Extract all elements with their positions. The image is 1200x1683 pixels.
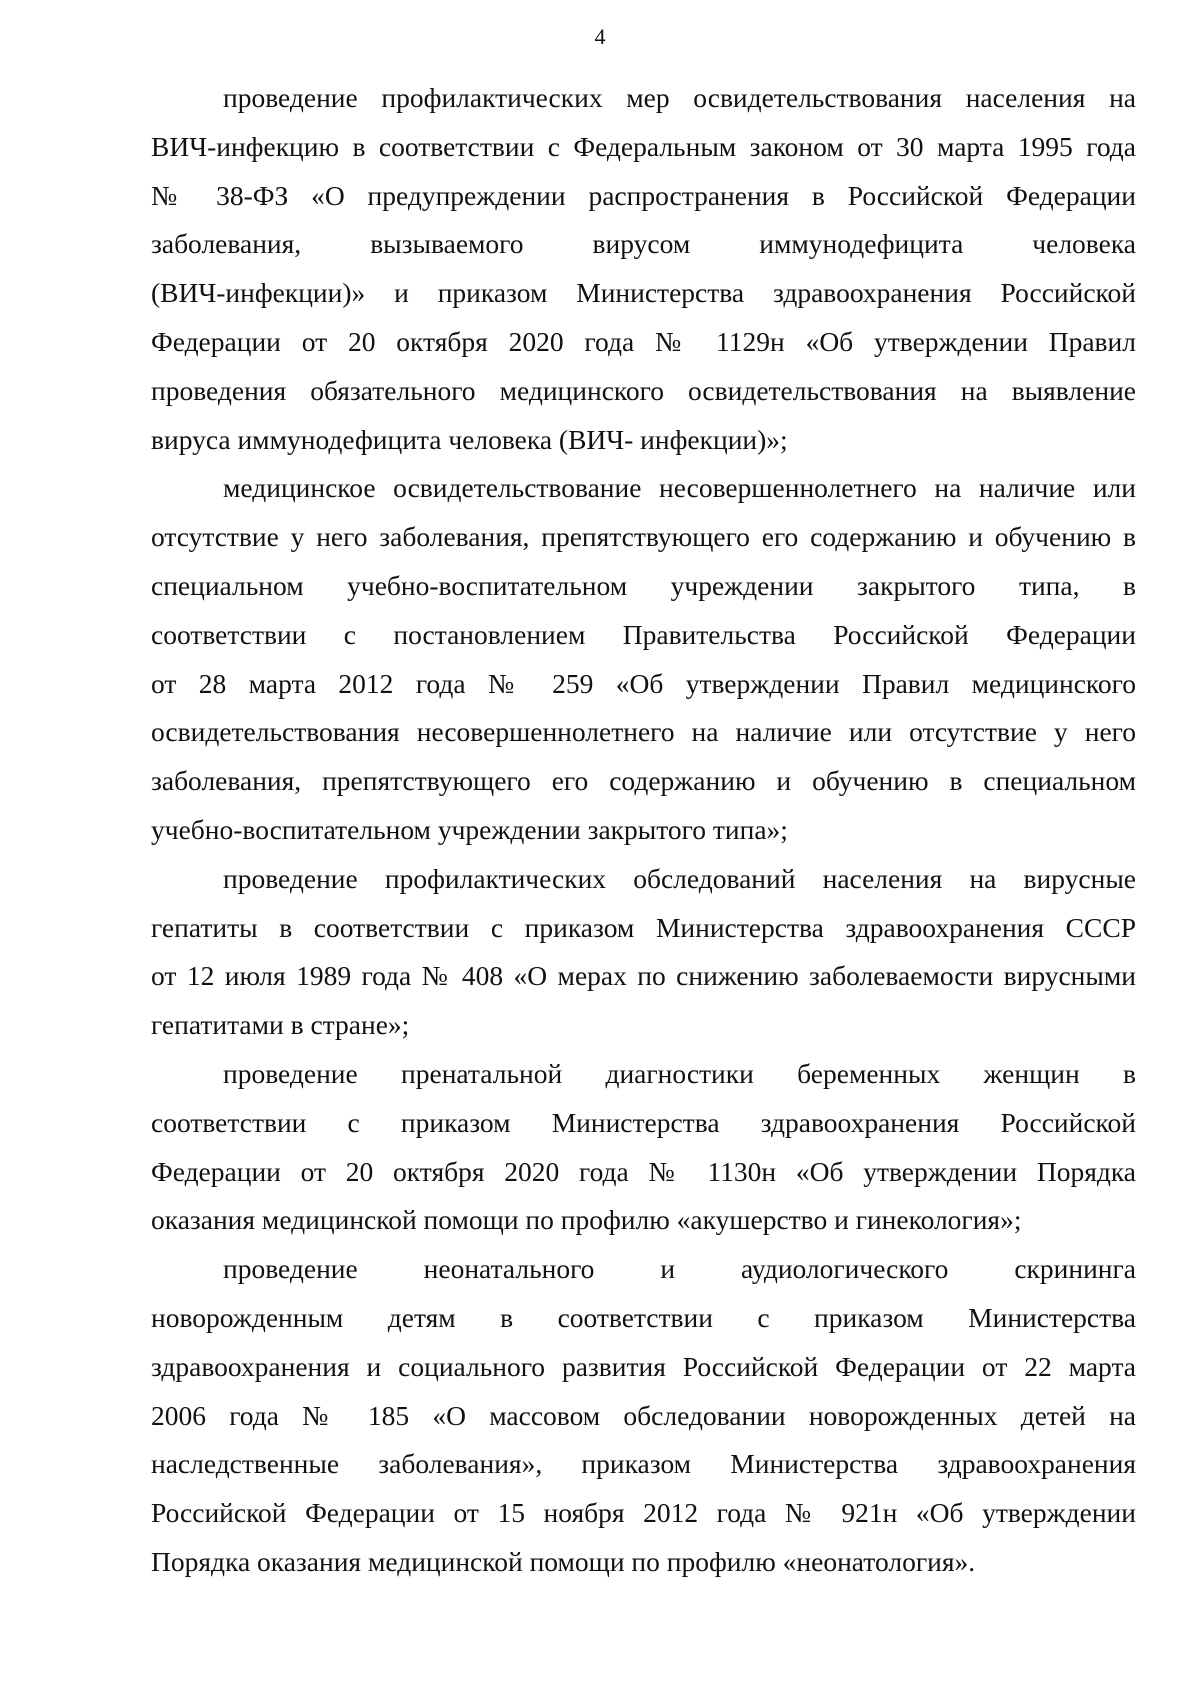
text-line: гепатитами в стране»; — [151, 1009, 410, 1041]
text-line: наследственные заболевания», приказом Министерства здравоохранения — [151, 1448, 1136, 1480]
text-line: освидетельствования несовершеннолетнего на наличие или отсутствие у него — [151, 716, 1136, 748]
text-line: 2006 года № 185 «О массовом обследовании новорожденных детей на — [151, 1399, 1136, 1431]
text-line: Российской Федерации от 15 ноября 2012 года № 921н «Об утверждении — [151, 1497, 1136, 1529]
text-line: № 38-ФЗ «О предупреждении распространения в Российской Федерации — [151, 179, 1136, 211]
text-line: соответствии с постановлением Правительства Российской Федерации — [151, 618, 1136, 650]
text-line: (ВИЧ-инфекции)» и приказом Министерства здравоохранения Российской — [151, 277, 1136, 309]
text-line: ВИЧ-инфекцию в соответствии с Федеральным законом от 30 марта 1995 года — [151, 130, 1136, 162]
text-line: отсутствие у него заболевания, препятствующего его содержанию и обучению в — [151, 521, 1136, 553]
paragraph-minor-examination — [151, 464, 1136, 854]
text-line: учебно-воспитательном учреждении закрытого типа»; — [151, 813, 788, 845]
document-body — [151, 74, 1136, 1587]
text-line: проведение профилактических обследований населения на вирусные — [223, 862, 1136, 894]
text-line: заболевания, вызываемого вирусом иммунодефицита человека — [151, 228, 1136, 260]
text-line: Федерации от 20 октября 2020 года № 1130н «Об утверждении Порядка — [151, 1155, 1136, 1187]
text-line: проведение пренатальной диагностики беременных женщин в — [223, 1057, 1136, 1089]
text-line: от 12 июля 1989 года № 408 «О мерах по снижению заболеваемости вирусными — [151, 960, 1136, 992]
text-line: от 28 марта 2012 года № 259 «Об утверждении Правил медицинского — [151, 667, 1136, 699]
paragraph-hiv-screening — [151, 74, 1136, 464]
paragraph-prenatal-diagnostics — [151, 1050, 1136, 1245]
page-number: 4 — [594, 24, 606, 49]
text-line: оказания медицинской помощи по профилю «акушерство и гинекология»; — [151, 1204, 1022, 1236]
paragraph-neonatal-screening — [151, 1245, 1136, 1587]
text-line: проведение неонатального и аудиологического скрининга — [223, 1253, 1136, 1285]
paragraph-hepatitis-screening — [151, 855, 1136, 1050]
text-line: проведение профилактических мер освидетельствования населения на — [223, 82, 1136, 113]
text-line: соответствии с приказом Министерства здравоохранения Российской — [151, 1106, 1136, 1138]
text-line: Порядка оказания медицинской помощи по профилю «неонатология». — [151, 1545, 976, 1577]
text-line: проведения обязательного медицинского освидетельствования на выявление — [151, 374, 1136, 406]
text-line: специальном учебно-воспитательном учреждении закрытого типа, в — [151, 569, 1136, 601]
text-line: заболевания, препятствующего его содержанию и обучению в специальном — [151, 765, 1136, 797]
text-line: новорожденным детям в соответствии с приказом Министерства — [151, 1301, 1136, 1333]
text-line: здравоохранения и социального развития Российской Федерации от 22 марта — [151, 1350, 1136, 1382]
text-line: Федерации от 20 октября 2020 года № 1129н «Об утверждении Правил — [151, 325, 1136, 357]
text-line: вируса иммунодефицита человека (ВИЧ- инфекции)»; — [151, 423, 788, 455]
text-line: гепатиты в соответствии с приказом Министерства здравоохранения СССР — [151, 911, 1136, 943]
text-line: медицинское освидетельствование несовершеннолетнего на наличие или — [223, 472, 1136, 504]
